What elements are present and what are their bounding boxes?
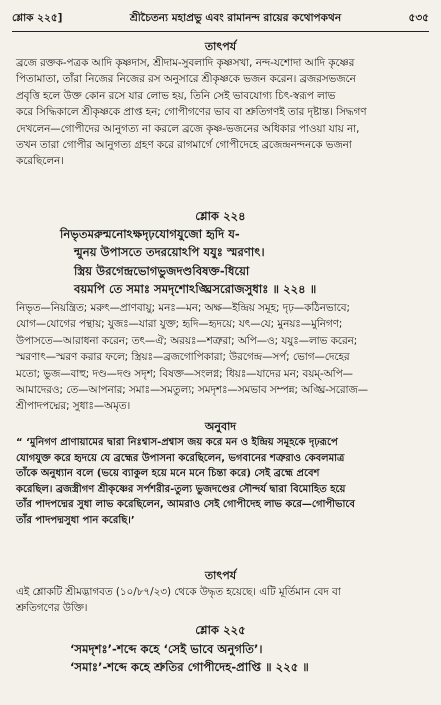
text-line: স্মরণাৎ—স্মরণ করার ফলে; স্ত্রিয়ঃ—ব্রজগোপিকারা; উরগেন্দ্র—সর্প; ভোগ—দেহের xyxy=(16,351,350,364)
purport-heading: তাৎপর্য xyxy=(204,40,237,53)
text-line: নিভৃত—নিয়ন্ত্রিত; মরুৎ—প্রাণবায়ু; মনঃ—মন; অক্ষ—ইন্দ্রিয় সমূহ; দৃঢ়—কঠিনভাবে; xyxy=(16,302,350,314)
verse-line: নিভৃতমরুন্মনোঽক্ষদৃঢ়যোগযুজো হৃদি য- xyxy=(60,227,240,241)
text-line: পিতামাতা, তাঁরা নিজের নিজের রস অনুসারে শ্রীকৃষ্ণকে ভজন করেন। ব্রজরসভজনে xyxy=(16,73,356,86)
text-line: তখন তারা গোপীর আনুগত্য গ্রহণ করে রাগমার্গে গোপীদেহে ব্রজেন্দ্রনন্দনকে ভজনা xyxy=(16,139,352,152)
verse-line: বয়মপি তে সমাঃ সমদৃশোঽঙ্ঘ্রিসরোজসুধাঃ ॥ ২২৪ ॥ xyxy=(74,282,317,297)
text-line: করেছিলেন। xyxy=(16,155,64,168)
page-number: ৫৩৫ xyxy=(408,11,429,24)
text-line: তাঁকে অনুধ্যান বলে (ভয়ে ব্যাকুল হয়ে মনে মনে চিন্তা করে) সেই ব্রহ্মে প্রবেশ xyxy=(16,468,320,480)
text-line: দেখলেন—গোপীদের আনুগত্য না করলে ব্রজে কৃষ্ণ-ভজনের অধিকার পাওয়া যায় না, xyxy=(16,122,360,135)
text-line: তাঁর পাদপদ্মসুধা পান করেছি।’ xyxy=(16,514,135,526)
text-line: যোগযুক্ত করে হৃদয়ে যে ব্রহ্মের উপাসনা করেছিলেন, ভগবানের শত্রুরাও কেবলমাত্র xyxy=(16,452,345,464)
text-line: এই শ্লোকটি শ্রীমদ্ভাগবত (১০/৮৭/২৩) থেকে উদ্ধৃত হয়েছে। এটি মূর্তিমান বেদ বা xyxy=(16,586,341,598)
verse-line: ‘সমদৃশঃ’-শব্দে কহে ‘সেই ভাবে অনুগতি’। xyxy=(70,642,263,656)
header-verse-ref: শ্লোক ২২৫] xyxy=(12,11,63,24)
running-header xyxy=(12,8,429,30)
text-line: শ্রীপাদপদ্মের; সুধাঃ—অমৃত। xyxy=(16,400,131,413)
text-line: উপাসতে—আরাধনা করেন; তৎ—ঐ; অরয়ঃ—শত্রুরা; অপি—ও; যযুঃ—লাভ করেন; xyxy=(16,334,358,347)
text-line: মতো; ভুজ—বাহু; দণ্ড—দণ্ড সদৃশ; বিষক্ত—সংলগ্ন; ধিয়ঃ—যাদের মন; বয়ম্‌-অপি— xyxy=(16,367,353,380)
text-line: যোগ—যোগের পন্থায়; যুজঃ—যারা যুক্ত; হৃদি—হৃদয়ে; যৎ—যে; মুনয়ঃ—মুনিগণ; xyxy=(16,318,343,331)
verse-225-text xyxy=(70,640,421,677)
translation-paragraph xyxy=(16,435,429,529)
header-divider xyxy=(12,31,429,32)
verse-line: ‘সমাঃ’-শব্দে কহে শ্রুতির গোপীদেহ-প্রাপ্তি ॥ ২২৫ ॥ xyxy=(70,660,309,675)
text-line: তাঁর পাদপদ্মের সুধা লাভ করেছিলেন, আমরাও সেই গোপীদেহ লাভ করে—গোপীভাবে xyxy=(16,499,355,511)
text-line: প্রবৃত্তি হলে উক্ত কোন রসে যার লোভ হয়, তিনি সেই ভাবযোগ্য চিৎ-স্বরূপ লাভ xyxy=(16,89,336,102)
translation-heading: অনুবাদ xyxy=(204,420,237,433)
text-line: আমাদেরও; তে—আপনার; সমাঃ—সমতুল্য; সমদৃশঃ—সমভাব সম্পন্ন; অঙ্ঘ্রি-সরোজ— xyxy=(16,384,369,397)
text-line: শ্রুতিগণের উক্তি। xyxy=(16,602,88,615)
verse-224-text xyxy=(60,225,421,299)
verse-line: স্ত্রিয় উরগেন্দ্রভোগভুজদণ্ডবিষক্ত-ধিয়ো xyxy=(74,263,250,278)
purport-paragraph xyxy=(16,584,429,617)
purport-heading: তাৎপর্য xyxy=(204,569,237,582)
verse-224-heading: শ্লোক ২২৪ xyxy=(195,209,246,223)
header-chapter-title: শ্রীচৈতন্য মহাপ্রভু এবং রামানন্দ রায়ের কথোপকথন xyxy=(129,11,342,24)
purport-paragraph xyxy=(16,55,429,170)
synonyms-paragraph xyxy=(16,300,429,415)
text-line: ব্রজে রক্তক-পত্রক আদি কৃষ্ণদাস, শ্রীদাম-সুবলাদি কৃষ্ণসখা, নন্দ-যশোদা আদি কৃষ্ণের xyxy=(16,57,355,69)
verse-225-heading: শ্লোক ২২৫ xyxy=(195,623,246,637)
text-line: “ ‘মুনিগণ প্রাণায়ামের দ্বারা নিঃশ্বাস-প্রশ্বাস জয় করে মন ও ইন্দ্রিয় সমূহকে দৃঢ়রূপে xyxy=(16,437,338,448)
text-line: করে সিদ্ধিকালে শ্রীকৃষ্ণকে প্রাপ্ত হন; গোপীগণের ভাব বা শ্রুতিগণই তার দৃষ্টান্ত। সিদ্ধগণ xyxy=(16,106,367,119)
text-line: করেছিল। ব্রজস্ত্রীগণ শ্রীকৃষ্ণের সর্পশরীর-তুল্য ভুজদণ্ডের সৌন্দর্য দ্বারা বিমোহিত হয়ে xyxy=(16,483,346,495)
verse-line: ন্মুনয় উপাসতে তদরয়োঽপি যযুঃ স্মরণাৎ। xyxy=(74,245,265,260)
